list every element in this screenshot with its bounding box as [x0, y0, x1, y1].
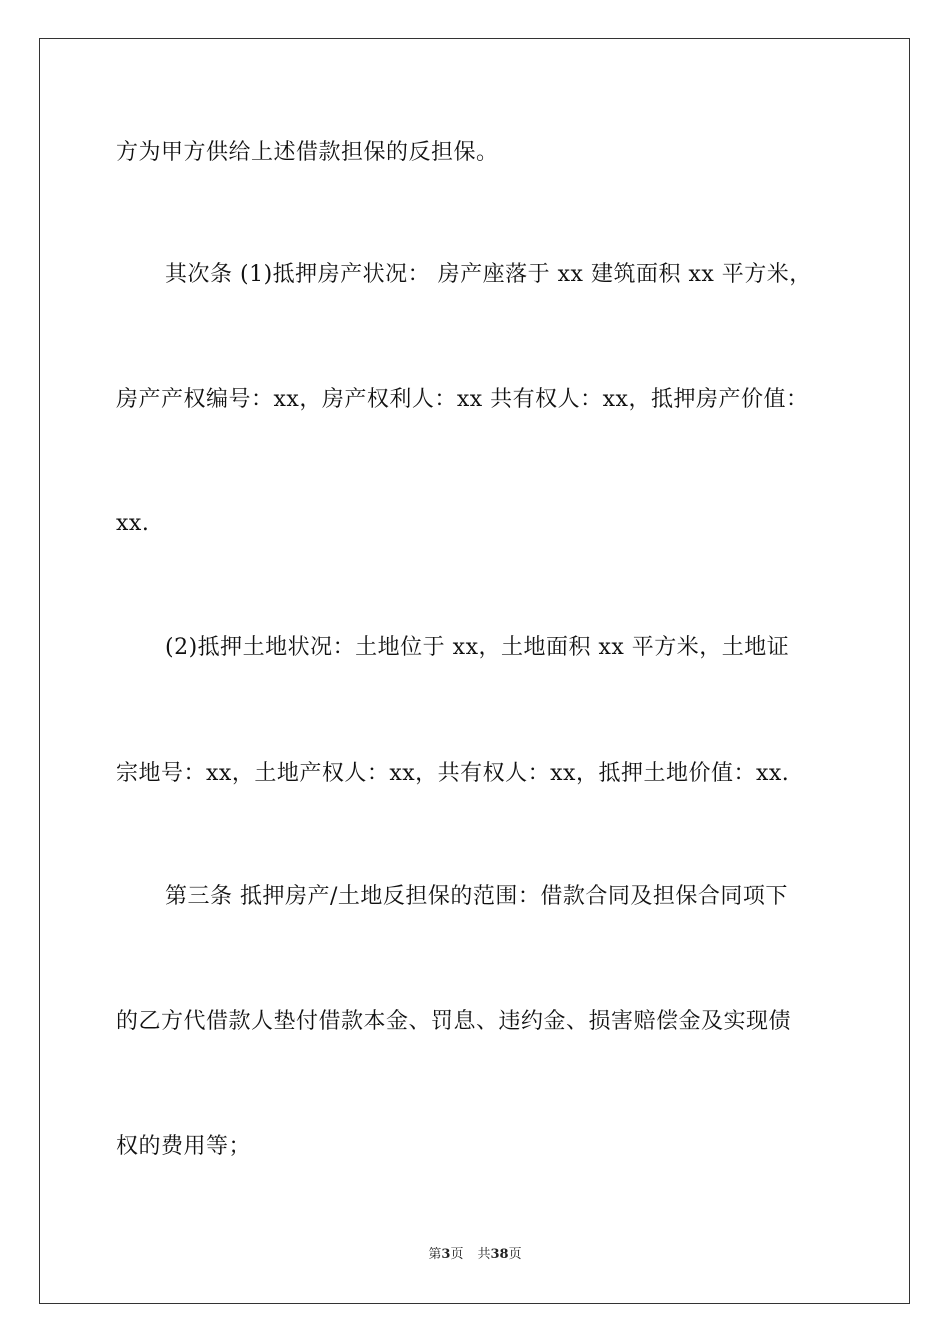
paragraph-line-9: 权的费用等； [116, 1134, 252, 1159]
paragraph-line-8: 的乙方代借款人垫付借款本金、罚息、违约金、损害赔偿金及实现债 [116, 1009, 792, 1034]
page-footer [0, 1246, 950, 1264]
paragraph-line-4: xx. [116, 511, 150, 536]
paragraph-line-2: 其次条 (1)抵押房产状况： 房产座落于 xx 建筑面积 xx 平方米， [165, 262, 812, 287]
paragraph-line-3: 房产产权编号：xx，房产权利人：xx 共有权人：xx，抵押房产价值： [116, 387, 809, 412]
paragraph-line-1: 方为甲方供给上述借款担保的反担保。 [116, 140, 499, 165]
paragraph-line-6: 宗地号：xx，土地产权人：xx，共有权人：xx，抵押土地价值：xx. [116, 761, 790, 786]
paragraph-line-5: (2)抵押土地状况：土地位于 xx，土地面积 xx 平方米，土地证 [165, 635, 790, 660]
footer-total-pages: 38 [490, 1247, 509, 1262]
footer-page-prefix: 第 [428, 1247, 442, 1262]
footer-total-suffix: 页 [508, 1247, 522, 1262]
footer-page-suffix: 页 [450, 1247, 464, 1262]
footer-total-prefix: 共 [477, 1247, 491, 1262]
page-border [39, 38, 910, 1304]
footer-page-number: 3 [441, 1247, 451, 1262]
paragraph-line-7: 第三条 抵押房产/土地反担保的范围：借款合同及担保合同项下 [165, 884, 788, 909]
